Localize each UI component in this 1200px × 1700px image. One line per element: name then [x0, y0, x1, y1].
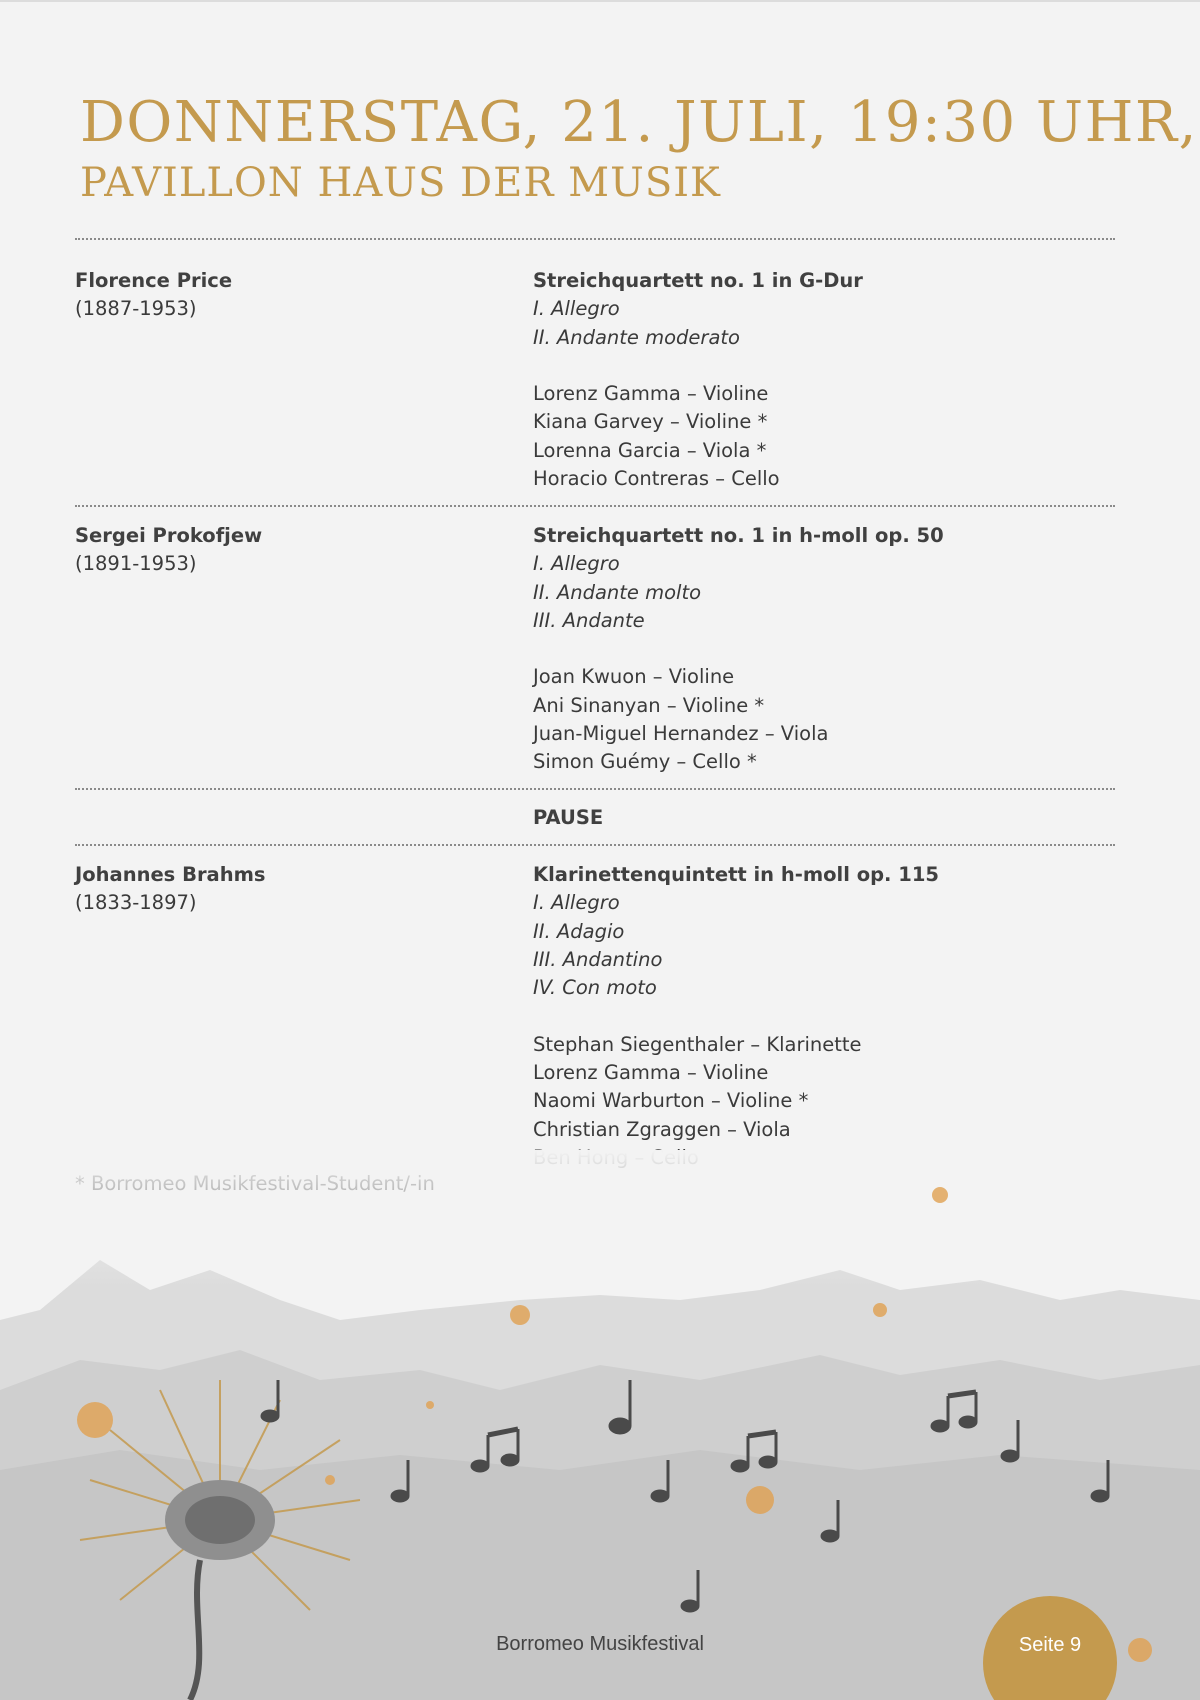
- performer: Kiana Garvey – Violine *: [533, 410, 768, 434]
- divider: [75, 505, 1115, 507]
- venue-title: PAVILLON HAUS DER MUSIK: [80, 160, 721, 206]
- movement: IV. Con moto: [533, 976, 657, 1000]
- composer-name: Johannes Brahms: [75, 863, 266, 886]
- performer: Stephan Siegenthaler – Klarinette: [533, 1032, 862, 1056]
- work-title: Klarinettenquintett in h-moll op. 115: [533, 863, 939, 886]
- performer: Joan Kwuon – Violine: [533, 665, 735, 689]
- work-block: [533, 267, 1133, 493]
- performer: Ani Sinanyan – Violine *: [533, 693, 765, 717]
- work-title: Streichquartett no. 1 in h-moll op. 50: [533, 524, 944, 547]
- composer-block: [75, 522, 515, 579]
- composer-name: Sergei Prokofjew: [75, 524, 263, 547]
- festival-footer: Borromeo Musikfestival: [496, 1633, 704, 1655]
- divider: [75, 844, 1115, 846]
- work-title: Streichquartett no. 1 in G-Dur: [533, 269, 863, 292]
- movement: II. Adagio: [533, 919, 625, 943]
- composer-years: (1833-1897): [75, 891, 197, 915]
- pause-block: [533, 804, 1133, 832]
- movement: II. Andante moderato: [533, 325, 740, 349]
- performer: Lorenz Gamma – Violine: [533, 1061, 769, 1085]
- performer: Horacio Contreras – Cello: [533, 467, 780, 491]
- pause-label: PAUSE: [533, 806, 604, 829]
- performer: Juan-Miguel Hernandez – Viola: [533, 722, 829, 746]
- performer: Christian Zgraggen – Viola: [533, 1117, 791, 1141]
- movement: III. Andantino: [533, 947, 663, 971]
- composer-years: (1891-1953): [75, 552, 197, 576]
- performer: Simon Guémy – Cello *: [533, 750, 757, 774]
- performer: Lorenna Garcia – Viola *: [533, 438, 767, 462]
- movement: II. Andante molto: [533, 580, 702, 604]
- movement: III. Andante: [533, 608, 645, 632]
- divider: [75, 788, 1115, 790]
- page-title: DONNERSTAG, 21. JULI, 19:30 UHR,: [80, 90, 1198, 155]
- work-block: [533, 522, 1133, 777]
- composer-name: Florence Price: [75, 269, 233, 292]
- movement: I. Allegro: [533, 552, 620, 576]
- divider: [75, 238, 1115, 240]
- work-block: [533, 861, 1133, 1172]
- performer: Lorenz Gamma – Violine: [533, 382, 769, 406]
- composer-block: [75, 267, 515, 324]
- composer-block: [75, 861, 515, 918]
- performer: Naomi Warburton – Violine *: [533, 1089, 809, 1113]
- composer-years: (1887-1953): [75, 297, 197, 321]
- movement: I. Allegro: [533, 891, 620, 915]
- page-number: Seite 9: [1018, 1634, 1082, 1656]
- movement: I. Allegro: [533, 297, 620, 321]
- top-border: [0, 0, 1200, 2]
